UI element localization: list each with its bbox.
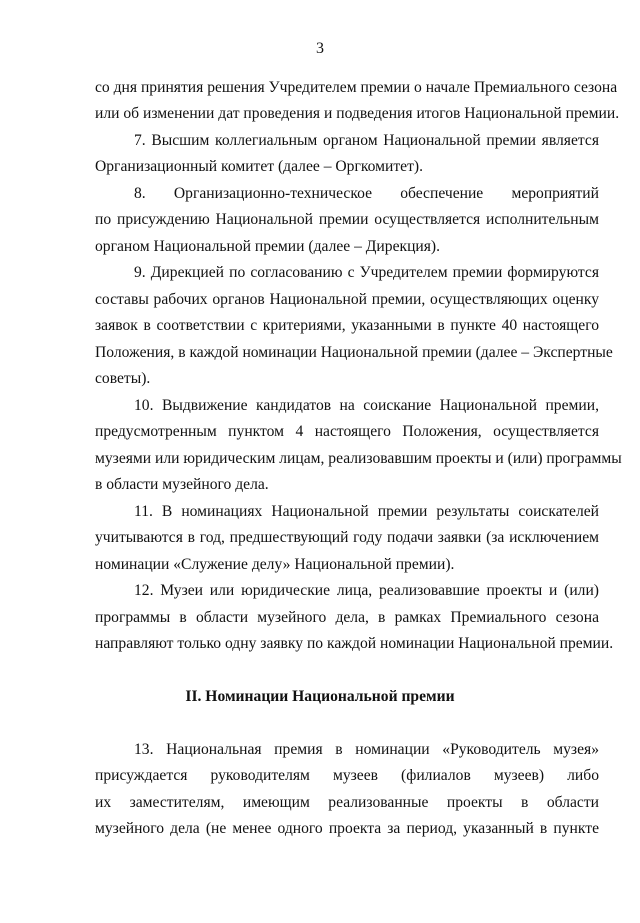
text-line: Положения, в каждой номинации Национальной премии (далее – Экспертные bbox=[95, 344, 613, 361]
text-line: учитываются в год, предшествующий году подачи заявки (за исключением bbox=[95, 529, 599, 546]
text-line: по присуждению Национальной премии осуществляется исполнительным bbox=[95, 211, 599, 228]
text-line: направляют только одну заявку по каждой номинации Национальной премии. bbox=[95, 635, 614, 652]
text-line: музеями или юридическим лицам, реализовавшим проекты и (или) программы bbox=[95, 450, 622, 467]
text-line: 7. Высшим коллегиальным органом Национальной премии является bbox=[134, 132, 599, 149]
page-number: 3 bbox=[316, 40, 324, 57]
text-line: музейного дела (не менее одного проекта за период, указанный в пункте bbox=[95, 820, 599, 837]
section-heading: II. Номинации Национальной премии bbox=[185, 688, 455, 705]
text-line: органом Национальной премии (далее – Дирекция). bbox=[95, 238, 441, 255]
text-line: 9. Дирекцией по согласованию с Учредителем премии формируются bbox=[134, 264, 599, 281]
text-line: программы в области музейного дела, в рамках Премиального сезона bbox=[95, 609, 599, 626]
text-line: 13. Национальная премия в номинации «Руководитель музея» bbox=[134, 741, 599, 758]
text-line: в области музейного дела. bbox=[95, 476, 269, 493]
text-line: или об изменении дат проведения и подведения итогов Национальной премии. bbox=[95, 105, 620, 122]
text-line: заявок в соответствии с критериями, указанными в пункте 40 настоящего bbox=[95, 317, 599, 334]
text-line: присуждается руководителям музеев (филиалов музеев) либо bbox=[95, 767, 599, 784]
text-line: Организационный комитет (далее – Оргкомитет). bbox=[95, 158, 423, 175]
text-line: советы). bbox=[95, 370, 151, 387]
text-line: номинации «Служение делу» Национальной премии). bbox=[95, 556, 455, 573]
text-line: предусмотренным пунктом 4 настоящего Положения, осуществляется bbox=[95, 423, 599, 440]
text-line: составы рабочих органов Национальной премии, осуществляющих оценку bbox=[95, 291, 599, 308]
text-line: их заместителям, имеющим реализованные проекты в области bbox=[95, 794, 599, 811]
text-line: 10. Выдвижение кандидатов на соискание Национальной премии, bbox=[134, 397, 599, 414]
text-line: 11. В номинациях Национальной премии результаты соискателей bbox=[134, 503, 599, 520]
text-line: со дня принятия решения Учредителем премии о начале Премиального сезона bbox=[95, 79, 618, 96]
text-line: 12. Музеи или юридические лица, реализовавшие проекты и (или) bbox=[134, 582, 599, 599]
text-line: 8. Организационно-техническое обеспечение мероприятий bbox=[134, 185, 599, 202]
